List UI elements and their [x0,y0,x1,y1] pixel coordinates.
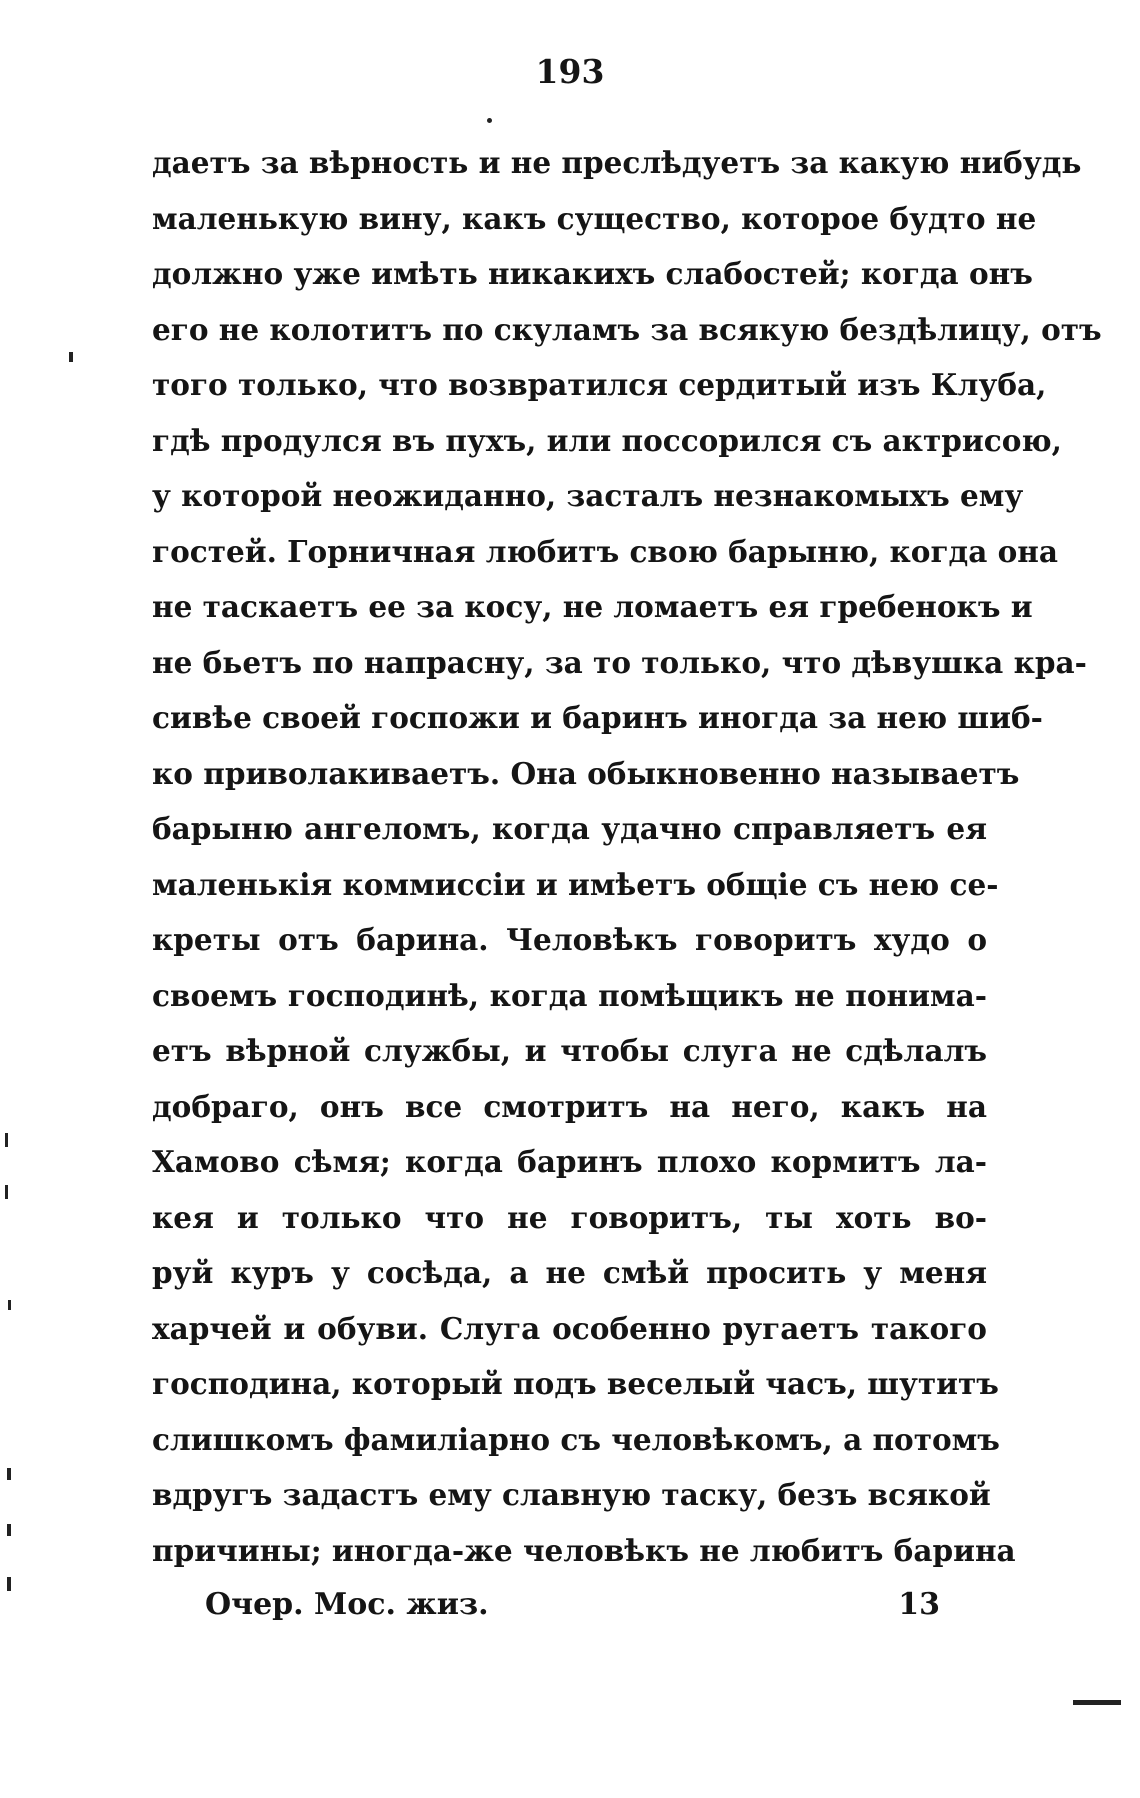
page-number: 193 [535,52,605,91]
text-line: маленькую вину, какъ существо, которое будто не [152,200,1037,236]
signature-number: 13 [898,1587,940,1622]
text-line: должно уже имѣть никакихъ слабостей; когда онъ [152,256,1033,291]
scan-dash [1073,1700,1121,1705]
text-line: добраго, онъ все смотритъ на него, какъ на [152,1088,987,1124]
text-line: харчей и обуви. Слуга особенно ругаетъ такого [152,1310,987,1346]
scan-mark [5,1185,8,1199]
text-line: етъ вѣрной службы, и чтобы слуга не сдѣлалъ [152,1033,987,1068]
footer [205,1587,940,1637]
text-line: не бьетъ по напрасну, за то только, что дѣвушка кра- [152,644,1087,680]
text-line: слишкомъ фамиліарно съ человѣкомъ, а потомъ [152,1421,1000,1457]
text-line: того только, что возвратился сердитый изъ Клуба, [152,367,1047,402]
scan-mark [7,1468,11,1480]
text-line: причины; иногда-же человѣкъ не любитъ барина [152,1532,1016,1568]
text-line: его не колотитъ по скуламъ за всякую бездѣлицу, отъ [152,311,1102,347]
text-line: не таскаетъ ее за косу, не ломаетъ ея гребенокъ и [152,589,1033,624]
text-line: гостей. Горничная любитъ свою барыню, когда она [152,533,1058,569]
text-line: руй куръ у сосѣда, а не смѣй просить у меня [152,1255,987,1290]
scan-mark [7,1524,11,1536]
scan-dot [487,118,492,123]
scan-mark [5,1133,8,1147]
text-line: Хамово сѣмя; когда баринъ плохо кормитъ ла- [152,1144,987,1179]
text-line: маленькія коммиссіи и имѣетъ общіе съ нею се- [152,866,999,902]
text-line: господина, который подъ веселый часъ, шутитъ [152,1366,999,1401]
text-line: даетъ за вѣрность и не преслѣдуетъ за какую нибудь [152,145,1082,180]
scan-mark [7,1577,11,1591]
text-line: своемъ господинѣ, когда помѣщикъ не понима- [152,977,987,1013]
signature-title: Очер. Мос. жиз. [205,1587,489,1622]
text-line: сивѣе своей госпожи и баринъ иногда за нею шиб- [152,700,1043,735]
body-text [152,135,1102,1578]
text-line: ко приволакиваетъ. Она обыкновенно называетъ [152,755,1020,791]
scan-mark [8,1300,11,1310]
text-line: креты отъ барина. Человѣкъ говоритъ худо о [152,922,987,957]
text-line: у которой неожиданно, засталъ незнакомыхъ ему [152,478,1024,513]
scan-mark [69,352,73,362]
text-line: кея и только что не говоритъ, ты хоть во- [152,1199,987,1235]
text-line: гдѣ продулся въ пухъ, или поссорился съ актрисою, [152,422,1062,458]
text-line: вдругъ задастъ ему славную таску, безъ всякой [152,1477,991,1512]
text-line: барыню ангеломъ, когда удачно справляетъ ея [152,811,987,846]
